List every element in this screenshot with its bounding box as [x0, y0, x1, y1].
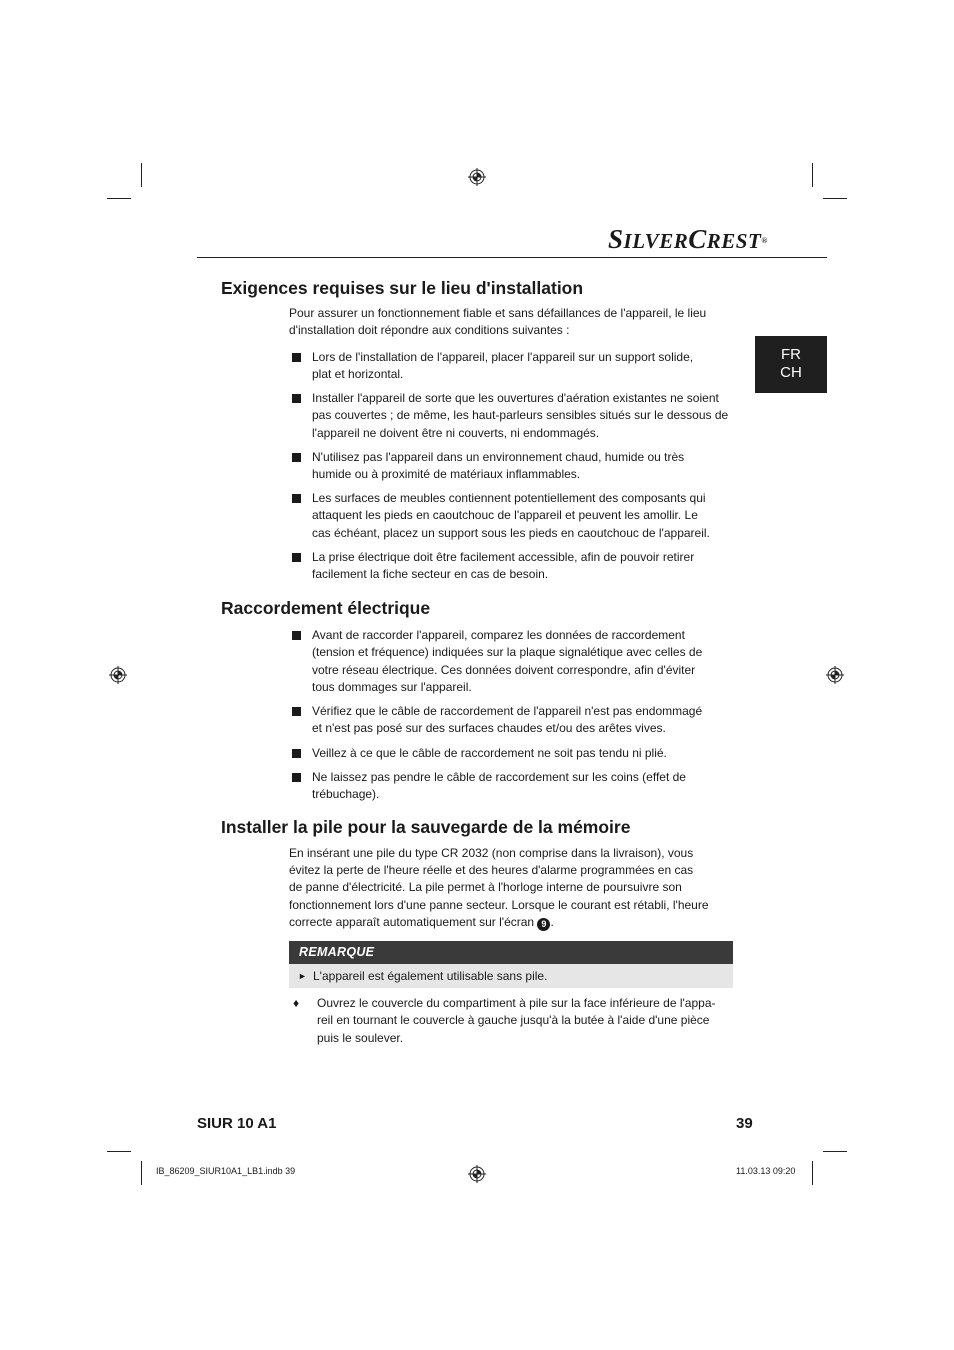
model-number: SIUR 10 A1 — [197, 1115, 277, 1132]
logo-letter: C — [688, 224, 707, 254]
registration-mark-icon — [109, 666, 127, 684]
text-line: fonctionnement lors d'une panne secteur. Lorsque le courant est rétabli, l'heure — [289, 897, 709, 912]
lang-ch: CH — [780, 364, 802, 381]
note-body — [289, 964, 733, 988]
text-line: Vérifiez que le câble de raccordement de l'appareil n'est pas endommagé — [312, 704, 703, 718]
square-bullet-icon — [292, 773, 301, 782]
square-bullet-icon — [292, 394, 301, 403]
text-line: d'installation doit répondre aux conditions suivantes : — [289, 323, 570, 338]
text-line: cas échéant, placez un support sous les pieds en caoutchouc de l'appareil. — [312, 525, 710, 540]
logo-registered-mark: ® — [761, 236, 768, 245]
text-line: votre réseau électrique. Ces données doivent correspondre, afin d'éviter — [312, 662, 696, 677]
text-line: Installer l'appareil de sorte que les ouvertures d'aération existantes ne soient — [312, 391, 719, 405]
text-line: (tension et fréquence) indiquées sur la plaque signalétique avec celles de — [312, 645, 703, 660]
intro-paragraph — [289, 305, 729, 339]
header-rule — [197, 257, 827, 258]
text-line: Ouvrez le couvercle du compartiment à pile sur la face inférieure de l'appa- — [317, 996, 716, 1010]
text-line: Les surfaces de meubles contiennent potentiellement des composants qui — [312, 491, 706, 505]
registration-mark-icon — [468, 1165, 486, 1183]
text-line: Avant de raccorder l'appareil, comparez les données de raccordement — [312, 628, 685, 642]
text-line: l'appareil ne doivent être ni couverts, ni endommagés. — [312, 425, 600, 440]
text-line: Lors de l'installation de l'appareil, placer l'appareil sur un support solide, — [312, 350, 694, 364]
text-line: puis le soulever. — [317, 1030, 404, 1045]
crop-mark — [141, 163, 142, 187]
crop-mark — [823, 1151, 847, 1152]
text-line — [289, 914, 729, 931]
crop-mark — [812, 1161, 813, 1185]
square-bullet-icon — [292, 631, 301, 640]
text-line: facilement la fiche secteur en cas de besoin. — [312, 567, 549, 582]
note-title: REMARQUE — [289, 941, 733, 964]
text-line: de panne d'électricité. La pile permet à l'horloge interne de poursuivre son — [289, 880, 682, 895]
text-line: Pour assurer un fonctionnement fiable et sans défaillances de l'appareil, le lieu — [289, 306, 707, 320]
section-heading: Installer la pile pour la sauvegarde de la mémoire — [221, 817, 631, 837]
text-line: plat et horizontal. — [312, 367, 404, 382]
text-line: pas couvertes ; de même, les haut-parleurs sensibles situés sur le dessous de — [312, 408, 729, 423]
text-line: humide ou à proximité de matériaux inflammables. — [312, 467, 581, 482]
square-bullet-icon — [292, 749, 301, 758]
text-line: tous dommages sur l'appareil. — [312, 680, 472, 695]
text-line: attaquent les pieds en caoutchouc de l'appareil et peuvent les amollir. Le — [312, 508, 698, 523]
crop-mark — [823, 198, 847, 199]
text-line: Veillez à ce que le câble de raccordement ne soit pas tendu ni plié. — [312, 746, 667, 760]
text-line: et n'est pas posé sur des surfaces chaudes et/ou des arêtes vives. — [312, 721, 666, 736]
print-date: 11.03.13 09:20 — [736, 1166, 796, 1176]
note-text: L'appareil est également utilisable sans pile. — [313, 969, 548, 983]
square-bullet-icon — [292, 353, 301, 362]
text-line: reil en tournant le couvercle à gauche jusqu'à la butée à l'aide d'une pièce — [317, 1013, 710, 1028]
text-line: N'utilisez pas l'appareil dans un environnement chaud, humide ou très — [312, 450, 685, 464]
language-tab — [755, 336, 827, 393]
text-fragment: . — [550, 914, 554, 929]
logo-text: ILVER — [623, 229, 689, 253]
square-bullet-icon — [292, 453, 301, 462]
lang-fr: FR — [781, 346, 801, 363]
section-heading: Raccordement électrique — [221, 598, 431, 618]
battery-paragraph — [289, 845, 729, 931]
text-fragment: correcte apparaît automatiquement sur l'écran — [289, 914, 535, 929]
print-slug: IB_86209_SIUR10A1_LB1.indb 39 — [156, 1166, 296, 1176]
logo-text: REST — [706, 229, 762, 253]
diamond-bullet-icon: ♦ — [293, 996, 300, 1010]
text-line: En insérant une pile du type CR 2032 (non comprise dans la livraison), vous — [289, 846, 694, 860]
crop-mark — [107, 1151, 131, 1152]
text-line: La prise électrique doit être facilement accessible, afin de pouvoir retirer — [312, 550, 695, 564]
registration-mark-icon — [826, 666, 844, 684]
logo-letter: S — [608, 224, 624, 254]
text-line: évitez la perte de l'heure réelle et des heures d'alarme programmées en cas — [289, 863, 694, 878]
crop-mark — [141, 1161, 142, 1185]
square-bullet-icon — [292, 494, 301, 503]
section-heading: Exigences requises sur le lieu d'installation — [221, 278, 584, 298]
crop-mark — [812, 163, 813, 187]
text-line: Ne laissez pas pendre le câble de raccordement sur les coins (effet de — [312, 770, 686, 784]
square-bullet-icon — [292, 553, 301, 562]
text-line: trébuchage). — [312, 787, 380, 802]
crop-mark — [107, 198, 131, 199]
page-number: 39 — [736, 1115, 753, 1132]
brand-logo — [608, 224, 768, 254]
square-bullet-icon — [292, 707, 301, 716]
arrow-right-icon: ► — [298, 971, 307, 981]
screen-reference-badge: 9 — [537, 918, 550, 931]
registration-mark-icon — [468, 168, 486, 186]
